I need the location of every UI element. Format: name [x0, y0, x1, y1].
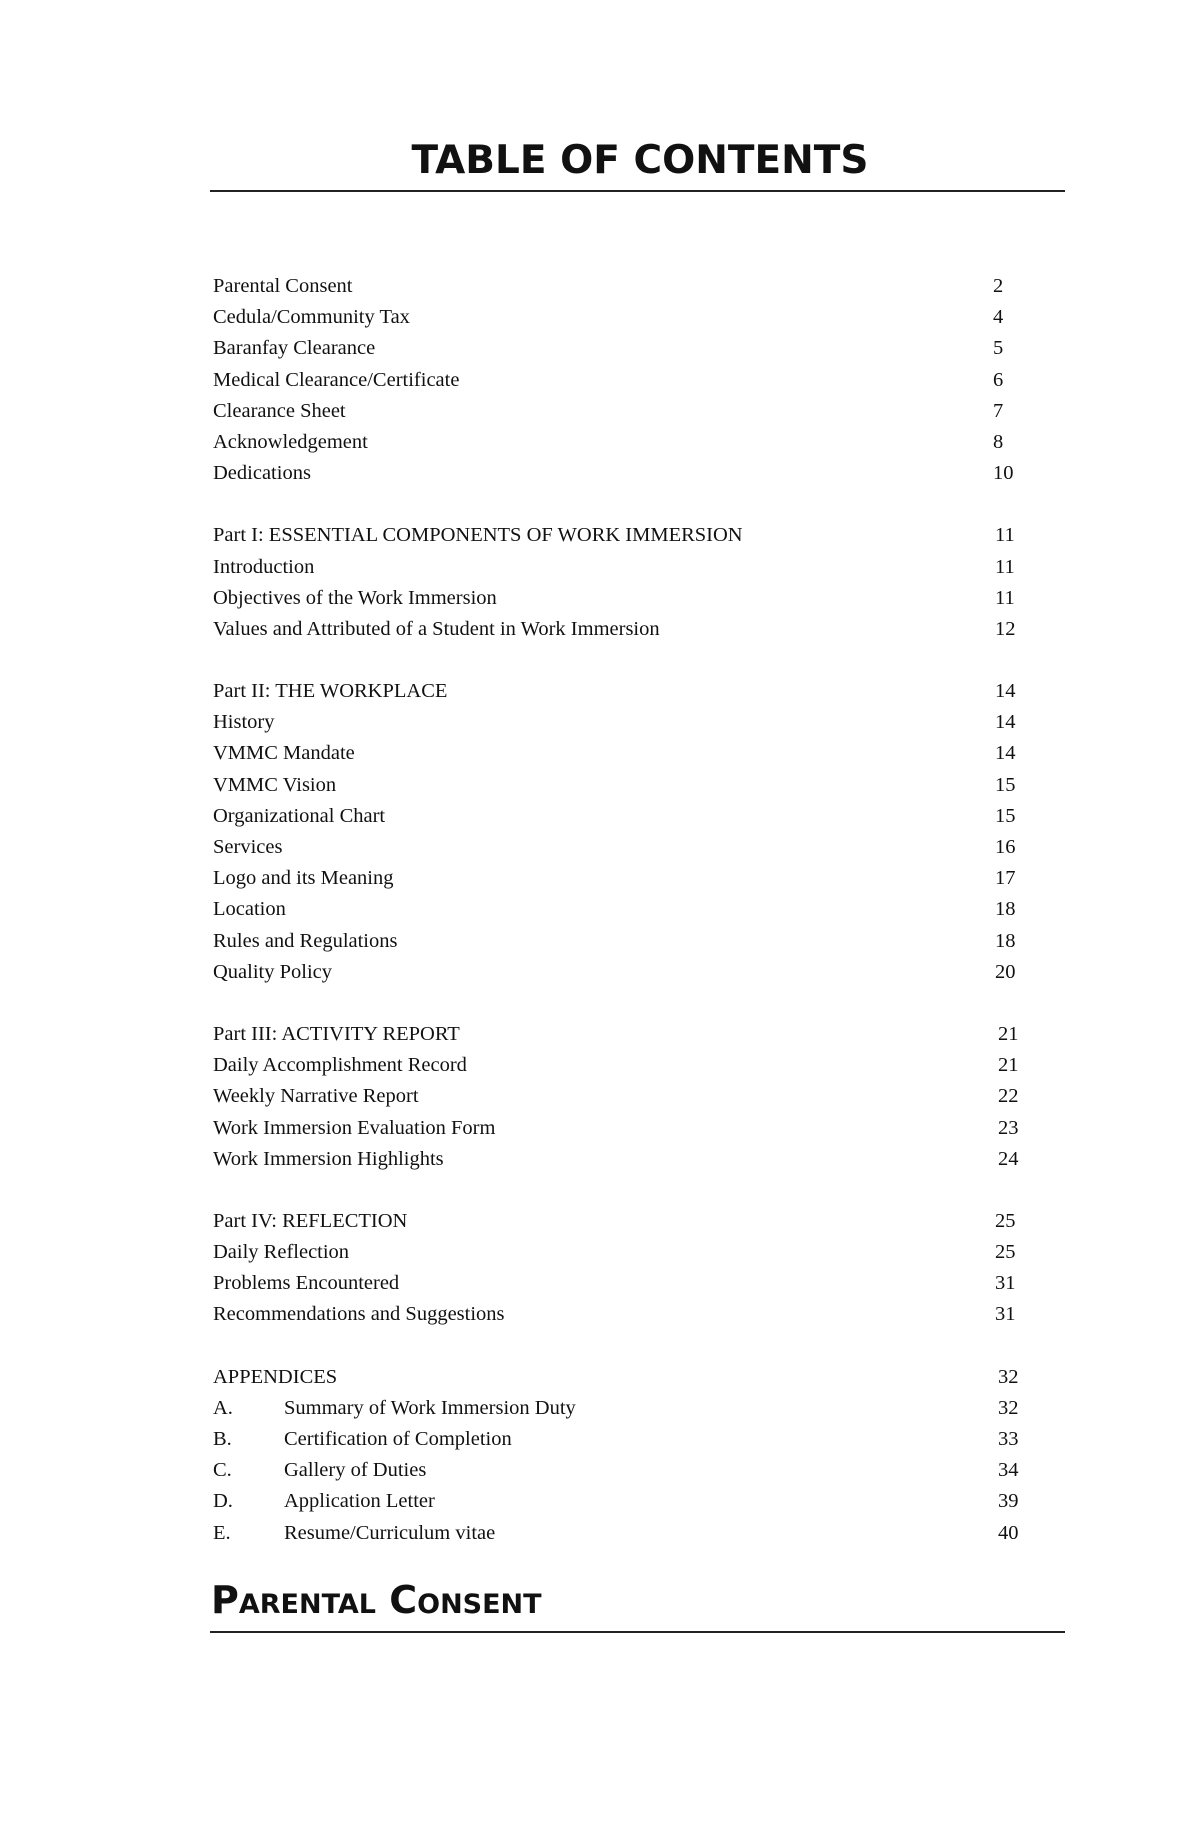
toc-entry-page-number: 24: [998, 1147, 1019, 1170]
toc-entry-page-number: 31: [995, 1303, 1016, 1326]
toc-entry-page-number: 6: [993, 368, 1004, 391]
toc-entry: [213, 271, 1033, 302]
toc-entry: [213, 302, 1033, 333]
toc-entry: [213, 1486, 1033, 1517]
toc-entry: [213, 1144, 1033, 1175]
toc-entry-page-number: 8: [993, 430, 1004, 453]
toc-entry: [213, 427, 1033, 458]
toc-entry: [213, 1518, 1033, 1549]
toc-entry-page-number: 21: [998, 1054, 1019, 1077]
toc-entry: [213, 1455, 1033, 1486]
table-of-contents: [213, 271, 1033, 1549]
toc-entry: [213, 1206, 1033, 1237]
toc-entry-page-number: 12: [995, 617, 1016, 640]
toc-entry-page-number: 5: [993, 337, 1004, 360]
toc-entry-label: Work Immersion Evaluation Form: [213, 1116, 496, 1139]
toc-entry-page-number: 23: [998, 1116, 1019, 1139]
toc-entry: [213, 1081, 1033, 1112]
toc-group: [213, 520, 1033, 645]
toc-entry-page-number: 40: [998, 1521, 1019, 1544]
toc-entry-label: Objectives of the Work Immersion: [213, 586, 497, 609]
toc-entry-page-number: 16: [995, 836, 1016, 858]
toc-entry-letter: E.: [213, 1521, 231, 1544]
toc-entry-label: Clearance Sheet: [213, 399, 346, 422]
toc-entry: [213, 1237, 1033, 1268]
toc-entry: [213, 1113, 1033, 1144]
toc-entry: [213, 894, 1033, 925]
section-heading-parental-consent: Parental Consent: [211, 1578, 542, 1622]
toc-entry-page-number: 2: [993, 275, 1004, 297]
toc-entry-label: Cedula/Community Tax: [213, 306, 410, 329]
toc-entry: [213, 1362, 1033, 1393]
toc-entry-page-number: 32: [998, 1365, 1019, 1388]
toc-entry-label: Recommendations and Suggestions: [213, 1303, 505, 1326]
toc-group: [213, 1206, 1033, 1331]
toc-entry-label: Part III: ACTIVITY REPORT: [213, 1022, 460, 1045]
toc-entry-page-number: 39: [998, 1490, 1019, 1513]
toc-entry-page-number: 11: [995, 555, 1015, 578]
toc-entry-page-number: 15: [995, 773, 1016, 796]
toc-entry-label: Work Immersion Highlights: [213, 1147, 444, 1170]
toc-entry-label: Application Letter: [284, 1490, 435, 1513]
toc-entry-label: History: [213, 711, 275, 734]
toc-entry-label: Logo and its Meaning: [213, 867, 394, 890]
toc-entry-page-number: 14: [995, 711, 1016, 734]
toc-entry-page-number: 25: [995, 1241, 1016, 1264]
toc-entry-page-number: 21: [998, 1022, 1019, 1045]
toc-entry: [213, 333, 1033, 364]
toc-entry-label: Certification of Completion: [284, 1428, 512, 1450]
toc-entry-label: Gallery of Duties: [284, 1459, 427, 1482]
toc-entry: [213, 1019, 1033, 1050]
toc-entry-label: APPENDICES: [213, 1365, 338, 1388]
toc-entry-label: Daily Reflection: [213, 1241, 350, 1264]
toc-entry-page-number: 10: [993, 462, 1014, 485]
toc-group: [213, 271, 1033, 489]
toc-entry-label: Parental Consent: [213, 275, 353, 297]
section-heading-underline: [210, 1631, 1065, 1633]
toc-entry-page-number: 32: [998, 1396, 1019, 1419]
toc-entry: [213, 926, 1033, 957]
toc-entry-page-number: 18: [995, 929, 1016, 952]
toc-entry: [213, 707, 1033, 738]
toc-entry-letter: C.: [213, 1459, 232, 1482]
toc-entry-label: Acknowledgement: [213, 430, 368, 453]
toc-entry-label: Rules and Regulations: [213, 929, 398, 952]
toc-entry-label: Weekly Narrative Report: [213, 1085, 419, 1108]
toc-entry-label: Summary of Work Immersion Duty: [284, 1396, 576, 1419]
toc-entry: [213, 770, 1033, 801]
toc-entry-label: Part I: ESSENTIAL COMPONENTS OF WORK IMMERSION: [213, 524, 743, 547]
toc-entry: [213, 1050, 1033, 1081]
toc-entry-page-number: 14: [995, 742, 1016, 765]
toc-entry-label: Part IV: REFLECTION: [213, 1209, 408, 1232]
toc-entry: [213, 520, 1033, 551]
toc-entry: [213, 1268, 1033, 1299]
toc-entry: [213, 738, 1033, 769]
title-underline: [210, 190, 1065, 192]
toc-entry: [213, 614, 1033, 645]
toc-entry-label: VMMC Mandate: [213, 742, 355, 765]
toc-entry: [213, 583, 1033, 614]
toc-entry-page-number: 18: [995, 898, 1016, 921]
toc-entry: [213, 957, 1033, 988]
toc-entry-label: Resume/Curriculum vitae: [284, 1521, 496, 1544]
toc-entry-page-number: 11: [995, 586, 1015, 609]
toc-entry-label: Dedications: [213, 462, 311, 485]
toc-entry-label: Services: [213, 836, 283, 858]
toc-entry-label: Values and Attributed of a Student in Work Immersion: [213, 617, 660, 640]
toc-entry: [213, 458, 1033, 489]
toc-entry: [213, 1299, 1033, 1330]
toc-entry: [213, 365, 1033, 396]
toc-entry-label: Baranfay Clearance: [213, 337, 376, 360]
toc-entry-label: Problems Encountered: [213, 1272, 400, 1295]
toc-entry-letter: D.: [213, 1490, 233, 1513]
toc-entry: [213, 1393, 1033, 1424]
page-title: TABLE OF CONTENTS: [411, 138, 869, 183]
toc-entry-page-number: 33: [998, 1428, 1019, 1450]
toc-entry-label: Introduction: [213, 555, 315, 578]
toc-entry: [213, 801, 1033, 832]
toc-entry-label: Location: [213, 898, 286, 921]
toc-entry-page-number: 31: [995, 1272, 1016, 1295]
toc-entry: [213, 832, 1033, 863]
toc-entry-letter: A.: [213, 1396, 233, 1419]
toc-entry-page-number: 15: [995, 804, 1016, 827]
toc-entry-page-number: 25: [995, 1209, 1016, 1232]
toc-entry-page-number: 34: [998, 1459, 1019, 1482]
toc-group: [213, 1362, 1033, 1549]
toc-entry: [213, 863, 1033, 894]
toc-entry-page-number: 7: [993, 399, 1004, 422]
toc-entry-page-number: 11: [995, 524, 1015, 547]
toc-entry-page-number: 22: [998, 1085, 1019, 1108]
toc-entry: [213, 552, 1033, 583]
toc-entry: [213, 1424, 1033, 1455]
toc-entry-letter: B.: [213, 1428, 232, 1450]
toc-entry-label: Daily Accomplishment Record: [213, 1054, 467, 1077]
toc-entry-label: Quality Policy: [213, 960, 333, 983]
toc-entry-page-number: 17: [995, 867, 1016, 890]
toc-entry-label: Part II: THE WORKPLACE: [213, 680, 448, 703]
toc-group: [213, 1019, 1033, 1175]
toc-group: [213, 676, 1033, 988]
toc-entry-label: VMMC Vision: [213, 773, 337, 796]
toc-entry-label: Medical Clearance/Certificate: [213, 368, 460, 391]
toc-entry: [213, 396, 1033, 427]
toc-entry: [213, 676, 1033, 707]
toc-entry-page-number: 20: [995, 960, 1016, 983]
toc-entry-page-number: 14: [995, 680, 1016, 703]
toc-entry-label: Organizational Chart: [213, 804, 386, 827]
toc-entry-page-number: 4: [993, 306, 1004, 329]
